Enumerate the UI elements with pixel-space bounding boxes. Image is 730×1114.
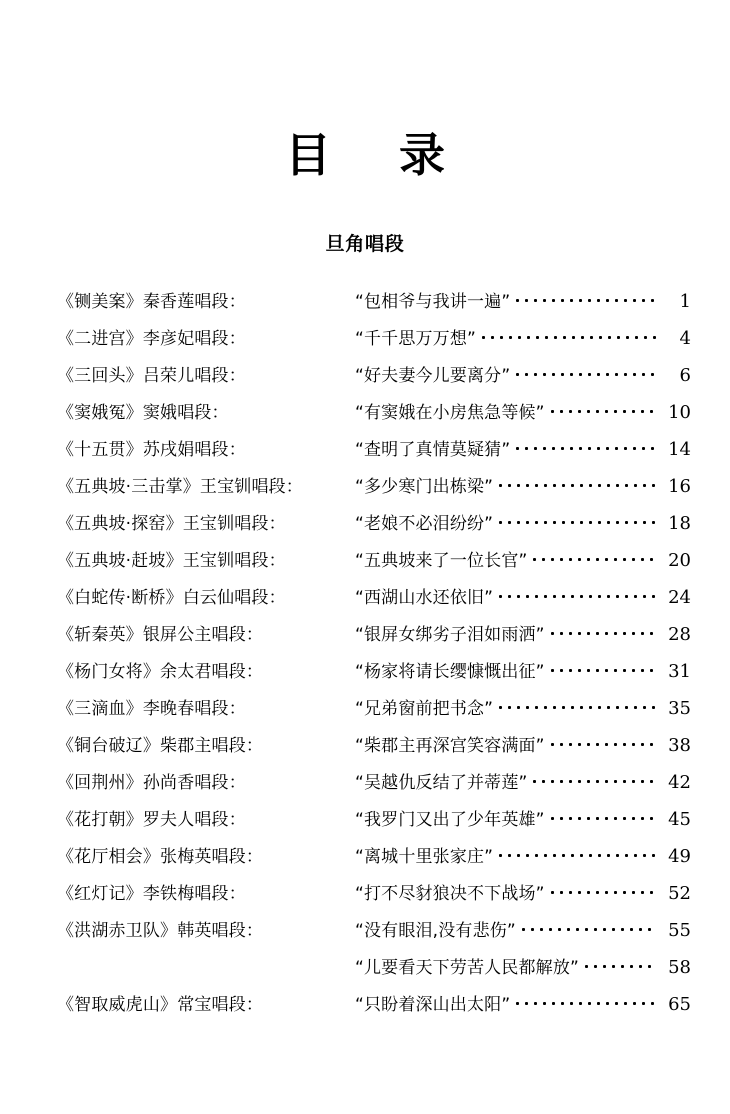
toc-entry[interactable] bbox=[57, 912, 691, 949]
toc-entry-aria: “千千思万万想” bbox=[355, 329, 476, 349]
toc-entry-aria: “杨家将请长缨慷慨出征” bbox=[355, 662, 545, 682]
toc-entry[interactable] bbox=[57, 949, 691, 986]
toc-entry-page-number: 52 bbox=[668, 883, 691, 904]
toc-entry-page-number: 45 bbox=[668, 809, 691, 830]
toc-entry-title: 《窦娥冤》窦娥唱段： bbox=[57, 403, 229, 423]
toc-entry-aria: “离城十里张家庄” bbox=[355, 847, 494, 867]
toc-entry[interactable] bbox=[57, 875, 691, 912]
dot-leader bbox=[516, 364, 656, 381]
toc-entry-right bbox=[355, 727, 691, 765]
toc-entry[interactable] bbox=[57, 320, 691, 357]
toc-entry-page-number: 49 bbox=[668, 846, 691, 867]
toc-entry-title: 《白蛇传·断桥》白云仙唱段： bbox=[57, 588, 286, 608]
toc-entry[interactable] bbox=[57, 431, 691, 468]
toc-entry-aria: “多少寒门出栋梁” bbox=[355, 477, 494, 497]
dot-leader bbox=[499, 475, 656, 492]
toc-entry-aria: “儿要看天下劳苦人民都解放” bbox=[355, 958, 579, 978]
toc-entry-aria: “老娘不必泪纷纷” bbox=[355, 514, 494, 534]
toc-entry-aria: “只盼着深山出太阳” bbox=[355, 995, 511, 1015]
toc-entry-right bbox=[355, 690, 691, 728]
toc-entry-right bbox=[355, 653, 691, 691]
dot-leader bbox=[551, 734, 656, 751]
toc-entry-page-number: 20 bbox=[668, 550, 691, 571]
toc-entry-aria: “好夫妻今儿要离分” bbox=[355, 366, 511, 386]
dot-leader bbox=[551, 808, 656, 825]
toc-entry-title: 《铡美案》秦香莲唱段： bbox=[57, 292, 246, 312]
toc-entry-right bbox=[355, 468, 691, 506]
toc-entry-title: 《五典坡·赶坡》王宝钏唱段： bbox=[57, 551, 286, 571]
toc-entry[interactable] bbox=[57, 283, 691, 320]
toc-entry-right bbox=[355, 394, 691, 432]
toc-entry-right bbox=[355, 949, 691, 987]
toc-entry-right bbox=[355, 579, 691, 617]
toc-entry-aria: “五典坡来了一位长官” bbox=[355, 551, 528, 571]
toc-entry-page-number: 65 bbox=[668, 994, 691, 1015]
toc-entry-right bbox=[355, 801, 691, 839]
dot-leader bbox=[499, 845, 656, 862]
toc-entry[interactable] bbox=[57, 801, 691, 838]
toc-entry-right bbox=[355, 986, 691, 1024]
toc-entry[interactable] bbox=[57, 764, 691, 801]
toc-entry-aria: “没有眼泪,没有悲伤” bbox=[355, 921, 516, 941]
toc-entry[interactable] bbox=[57, 505, 691, 542]
toc-entry-title: 《智取威虎山》常宝唱段： bbox=[57, 995, 264, 1015]
dot-leader bbox=[516, 290, 656, 307]
dot-leader bbox=[551, 882, 656, 899]
toc-entry-page-number: 35 bbox=[668, 698, 691, 719]
toc-entry-right bbox=[355, 320, 691, 358]
toc-entry-aria: “西湖山水还依旧” bbox=[355, 588, 494, 608]
dot-leader bbox=[522, 919, 656, 936]
toc-entry-title: 《花厅相会》张梅英唱段： bbox=[57, 847, 264, 867]
toc-entry-right bbox=[355, 283, 691, 321]
toc-entry-aria: “银屏女绑劣子泪如雨洒” bbox=[355, 625, 545, 645]
toc-entry-page-number: 14 bbox=[668, 439, 691, 460]
toc-entry-right bbox=[355, 505, 691, 543]
toc-entry[interactable] bbox=[57, 690, 691, 727]
toc-entry[interactable] bbox=[57, 616, 691, 653]
toc-entry-page-number: 6 bbox=[679, 365, 691, 386]
section-heading: 旦角唱段 bbox=[325, 233, 405, 255]
toc-entry-title: 《杨门女将》余太君唱段： bbox=[57, 662, 264, 682]
toc-entry-title: 《三滴血》李晚春唱段： bbox=[57, 699, 246, 719]
dot-leader bbox=[499, 512, 656, 529]
toc-entry-title: 《花打朝》罗夫人唱段： bbox=[57, 810, 246, 830]
toc-entry-aria: “吴越仇反结了并蒂莲” bbox=[355, 773, 528, 793]
toc-entry-aria: “我罗门又出了少年英雄” bbox=[355, 810, 545, 830]
toc-entry-page-number: 38 bbox=[668, 735, 691, 756]
dot-leader bbox=[551, 401, 656, 418]
dot-leader bbox=[585, 956, 656, 973]
toc-entry[interactable] bbox=[57, 468, 691, 505]
toc-entry-title: 《洪湖赤卫队》韩英唱段： bbox=[57, 921, 264, 941]
toc-entry-page-number: 10 bbox=[668, 402, 691, 423]
toc-entry-page-number: 55 bbox=[668, 920, 691, 941]
toc-entry-right bbox=[355, 912, 691, 950]
toc-entry[interactable] bbox=[57, 653, 691, 690]
dot-leader bbox=[482, 327, 656, 344]
toc-entry-page-number: 1 bbox=[679, 291, 691, 312]
toc-entry-list bbox=[57, 283, 691, 1023]
toc-entry-title: 《红灯记》李铁梅唱段： bbox=[57, 884, 246, 904]
toc-entry-page-number: 16 bbox=[668, 476, 691, 497]
toc-entry[interactable] bbox=[57, 986, 691, 1023]
toc-entry-right bbox=[355, 764, 691, 802]
toc-entry-page-number: 58 bbox=[668, 957, 691, 978]
toc-entry-title: 《五典坡·三击掌》王宝钏唱段： bbox=[57, 477, 303, 497]
toc-entry-page-number: 18 bbox=[668, 513, 691, 534]
toc-entry-aria: “包相爷与我讲一遍” bbox=[355, 292, 511, 312]
toc-entry-right bbox=[355, 875, 691, 913]
toc-entry-aria: “兄弟窗前把书念” bbox=[355, 699, 494, 719]
toc-entry-right bbox=[355, 542, 691, 580]
toc-entry-right bbox=[355, 357, 691, 395]
page-title: 目 录 bbox=[284, 128, 457, 182]
toc-entry-page-number: 42 bbox=[668, 772, 691, 793]
toc-entry-title: 《回荆州》孙尚香唱段： bbox=[57, 773, 246, 793]
toc-entry[interactable] bbox=[57, 357, 691, 394]
dot-leader bbox=[551, 623, 656, 640]
toc-entry-title: 《三回头》吕荣儿唱段： bbox=[57, 366, 246, 386]
toc-entry-right bbox=[355, 431, 691, 469]
toc-entry-aria: “打不尽豺狼决不下战场” bbox=[355, 884, 545, 904]
toc-entry-aria: “查明了真情莫疑猜” bbox=[355, 440, 511, 460]
toc-entry-right bbox=[355, 616, 691, 654]
toc-entry[interactable] bbox=[57, 394, 691, 431]
toc-entry-title: 《铜台破辽》柴郡主唱段： bbox=[57, 736, 264, 756]
toc-entry-page-number: 31 bbox=[668, 661, 691, 682]
toc-entry-title: 《斩秦英》银屏公主唱段： bbox=[57, 625, 264, 645]
toc-entry-title: 《五典坡·探窑》王宝钏唱段： bbox=[57, 514, 286, 534]
toc-entry-aria: “柴郡主再深宫笑容满面” bbox=[355, 736, 545, 756]
toc-entry[interactable] bbox=[57, 579, 691, 616]
toc-entry-aria: “有窦娥在小房焦急等候” bbox=[355, 403, 545, 423]
dot-leader bbox=[533, 771, 656, 788]
toc-entry[interactable] bbox=[57, 727, 691, 764]
dot-leader bbox=[499, 586, 656, 603]
toc-entry[interactable] bbox=[57, 542, 691, 579]
toc-entry-right bbox=[355, 838, 691, 876]
dot-leader bbox=[551, 660, 656, 677]
dot-leader bbox=[516, 993, 656, 1010]
toc-entry-title: 《十五贯》苏戌娟唱段： bbox=[57, 440, 246, 460]
toc-entry-page-number: 4 bbox=[679, 328, 691, 349]
dot-leader bbox=[516, 438, 656, 455]
toc-entry-title: 《二进宫》李彦妃唱段： bbox=[57, 329, 246, 349]
toc-entry[interactable] bbox=[57, 838, 691, 875]
toc-entry-page-number: 24 bbox=[668, 587, 691, 608]
dot-leader bbox=[499, 697, 656, 714]
toc-entry-page-number: 28 bbox=[668, 624, 691, 645]
dot-leader bbox=[533, 549, 656, 566]
